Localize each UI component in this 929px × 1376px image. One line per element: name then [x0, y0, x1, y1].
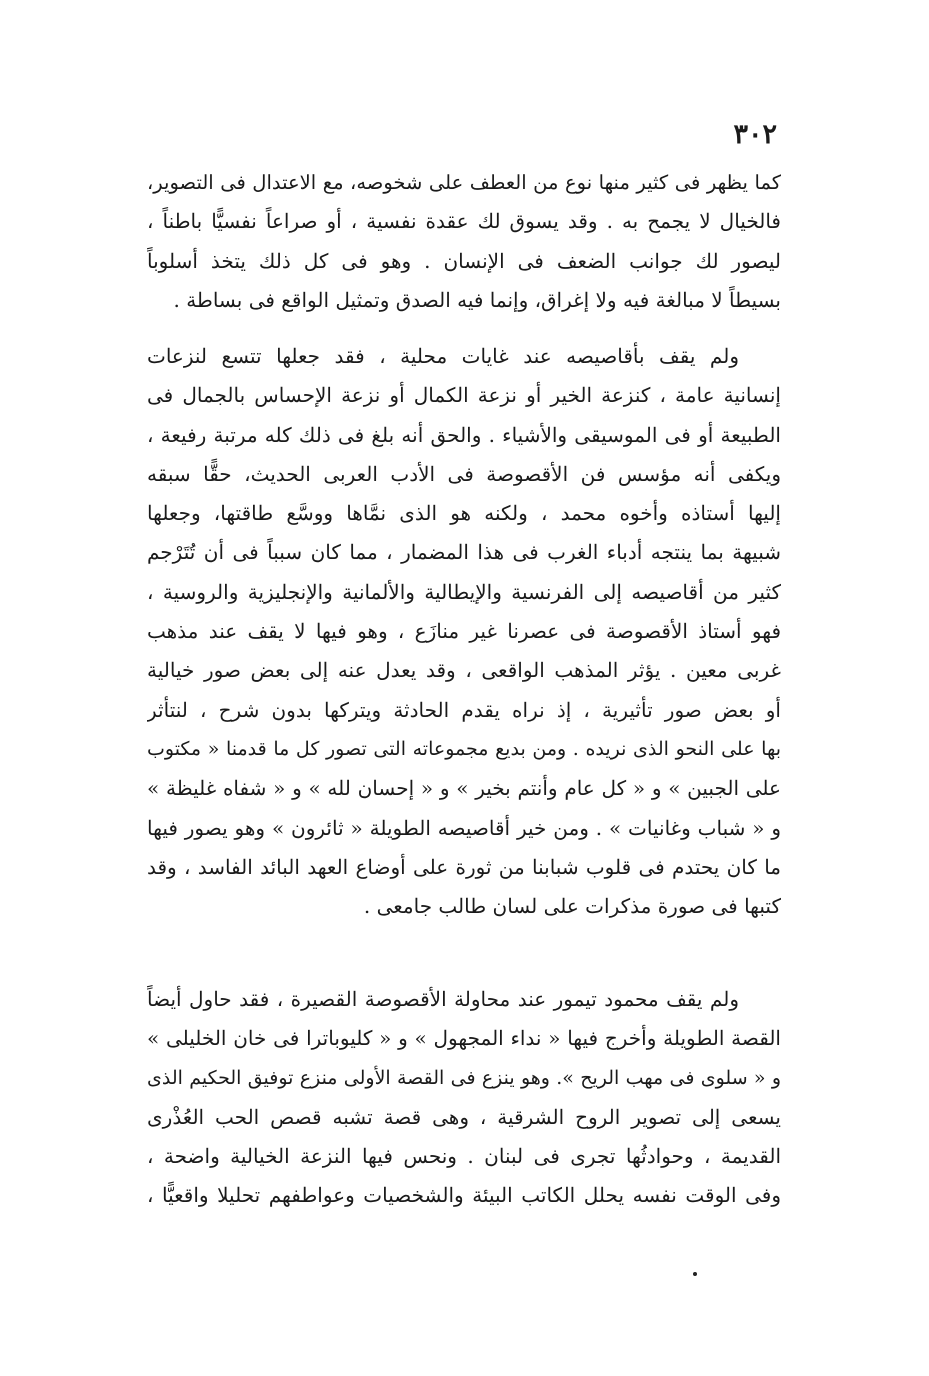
text-line: الطبيعة أو فى الموسيقى والأشياء . والحق أنه بلغ فى ذلك كله مرتبة رفيعة ،	[147, 422, 781, 447]
text-line: شبيهة بما ينتجه أدباء الغرب فى هذا المضمار ، مما كان سبباً فى أن تُتَرْجم	[147, 540, 781, 565]
text-line: إليها أستاذه وأخوه محمد ، ولكنه هو الذى نمَّاها ووسَّع طاقتها، وجعلها	[147, 501, 781, 526]
text-line: القديمة ، وحوادثُها تجرى فى لبنان . ونحس فيها النزعة الخيالية واضحة ،	[147, 1144, 781, 1169]
text-line: كثير من أقاصيصه إلى الفرنسية والإيطالية والألمانية والإنجليزية والروسية ،	[147, 579, 781, 604]
text-line: ولم يقف بأقاصيصه عند غايات محلية ، فقد جعلها تتسع لنزعات	[147, 344, 739, 368]
text-line: بها على النحو الذى نريده . ومن بديع مجموعاته التى تصور كل ما قدمنا « مكتوب	[147, 737, 781, 760]
text-line: بسيطاً لا مبالغة فيه ولا إغراق، وإنما فيه الصدق وتمثيل الواقع فى بساطة .	[173, 287, 781, 312]
text-line: فهو أستاذ الأقصوصة فى عصرنا غير منازَع ، وهو فيها لا يقف عند مذهب	[147, 619, 781, 644]
text-line: ولم يقف محمود تيمور عند محاولة الأقصوصة القصيرة ، فقد حاول أيضاً	[147, 987, 739, 1011]
text-line: إنسانية عامة ، كنزعة الخير أو نزعة الكمال أو نزعة الإحساس بالجمال فى	[147, 383, 781, 408]
text-line: ما كان يحتدم فى قلوب شبابنا من ثورة على أوضاع العهد البائد الفاسد ، وقد	[147, 854, 781, 879]
text-line: ويكفى أنه مؤسس فن الأقصوصة فى الأدب العربى الحديث، حقًّا سبقه	[147, 461, 781, 486]
text-line: غربى معين . يؤثر المذهب الواقعى ، وقد يعدل عنه إلى بعض صور خيالية	[147, 658, 781, 683]
paragraph-1	[147, 163, 781, 320]
paragraph-3	[147, 980, 781, 1216]
paragraph-2	[147, 337, 781, 926]
page-speck	[693, 1272, 697, 1276]
text-line: على الجبين » و « كل عام وأنتم بخير » و « إحسان لله » و « شفاه غليظة »	[147, 776, 781, 801]
text-line: كما يظهر فى كثير منها نوع من العطف على شخوصه، مع الاعتدال فى التصوير،	[147, 171, 781, 194]
text-line: و « سلوى فى مهب الريح ». وهو ينزع فى القصة الأولى منزع توفيق الحكيم الذى	[147, 1066, 781, 1089]
text-line: أو بعض صور تأثيرية ، إذ نراه يقدم الحادثة ويتركها بدون شرح ، لنتأثر	[147, 697, 781, 722]
page-number: ٣٠٢	[733, 119, 777, 150]
text-line: ليصور لك جوانب الضعف فى الإنسان . وهو فى كل ذلك يتخذ أسلوباً	[147, 248, 781, 273]
text-line: القصة الطويلة وأخرج فيها « نداء المجهول » و « كليوباترا فى خان الخليلى »	[147, 1026, 781, 1051]
text-line: فالخيال لا يجمح به . وقد يسوق لك عقدة نفسية ، أو صراعاً نفسيًّا باطناً ،	[147, 209, 781, 234]
text-line: و « شباب وغانيات » . ومن خير أقاصيصه الطويلة « ثائرون » وهو يصور فيها	[147, 815, 781, 840]
text-line: يسعى إلى تصوير الروح الشرقية ، وهى قصة تشبه قصص الحب العُذْرى	[147, 1104, 781, 1129]
text-line: وفى الوقت نفسه يحلل الكاتب البيئة والشخصيات وعواطفهم تحليلا واقعيًّا ،	[147, 1183, 781, 1208]
text-line: كتبها فى صورة مذكرات على لسان طالب جامعى .	[363, 894, 781, 919]
